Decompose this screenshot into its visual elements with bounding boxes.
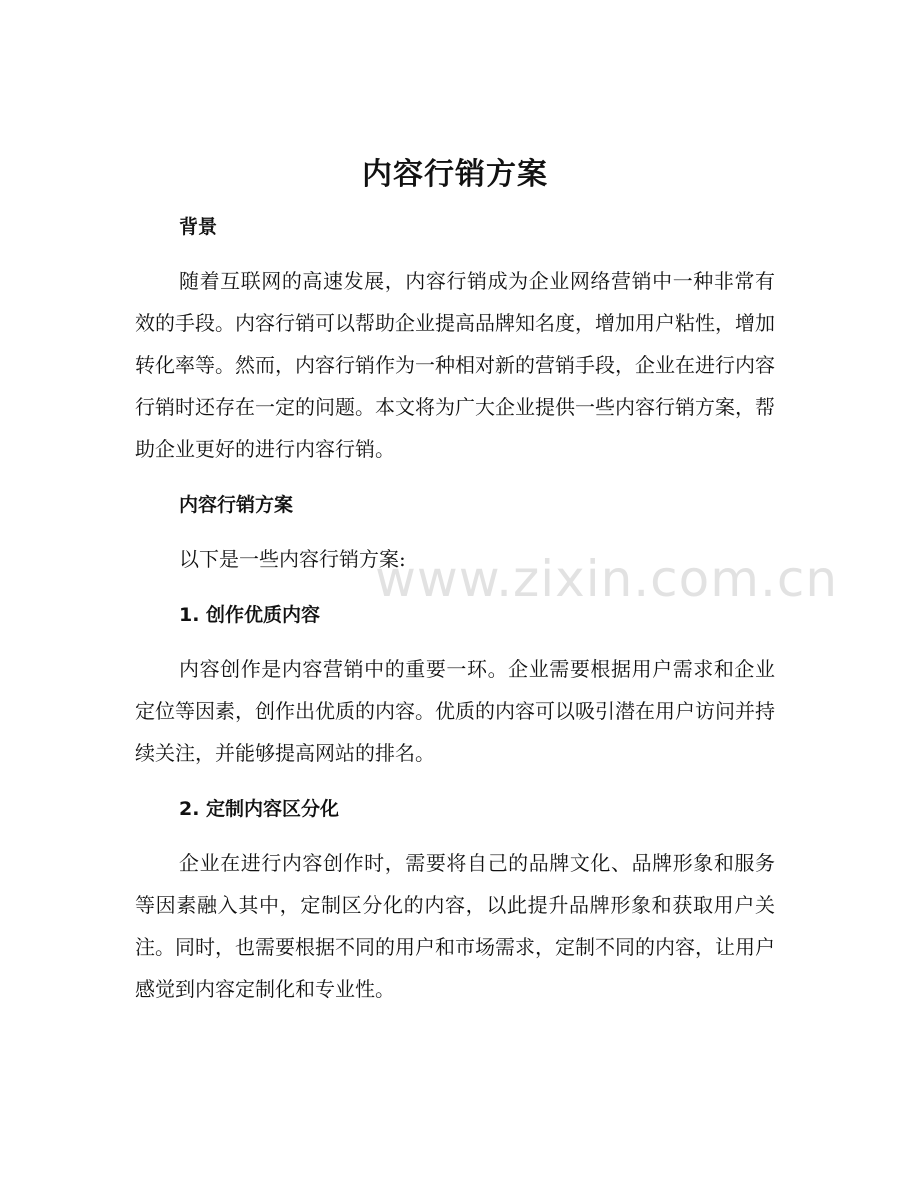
section-paragraph: 随着互联网的高速发展，内容行销成为企业网络营销中一种非常有效的手段。内容行销可以帮助企业提高品牌知名度，增加用户粘性，增加转化率等。然而，内容行销作为一种相对新的营销手段，企业在进行内容行销时还存在一定的问题。本文将为广大企业提供一些内容行销方案，帮助企业更好的进行内容行销。	[135, 269, 775, 461]
section-heading: 2. 定制内容区分化	[179, 798, 340, 820]
document-title: 内容行销方案	[362, 157, 548, 192]
watermark: www.zixin.com.cn	[375, 550, 839, 608]
section-paragraph: 企业在进行内容创作时，需要将自己的品牌文化、品牌形象和服务等因素融入其中，定制区分化的内容，以此提升品牌形象和获取用户关注。同时，也需要根据不同的用户和市场需求，定制不同的内容，让用户感觉到内容定制化和专业性。	[135, 851, 775, 1001]
section-quality-content	[135, 602, 775, 774]
section-heading: 背景	[179, 216, 218, 238]
document-body	[135, 150, 775, 1010]
section-plan	[135, 492, 775, 580]
section-custom-content	[135, 796, 775, 1010]
section-paragraph: 内容创作是内容营销中的重要一环。企业需要根据用户需求和企业定位等因素，创作出优质的内容。优质的内容可以吸引潜在用户访问并持续关注，并能够提高网站的排名。	[135, 657, 775, 765]
section-heading: 内容行销方案	[179, 494, 294, 516]
section-paragraph: 以下是一些内容行销方案:	[179, 547, 406, 571]
section-background	[135, 214, 775, 470]
section-heading: 1. 创作优质内容	[179, 604, 321, 626]
